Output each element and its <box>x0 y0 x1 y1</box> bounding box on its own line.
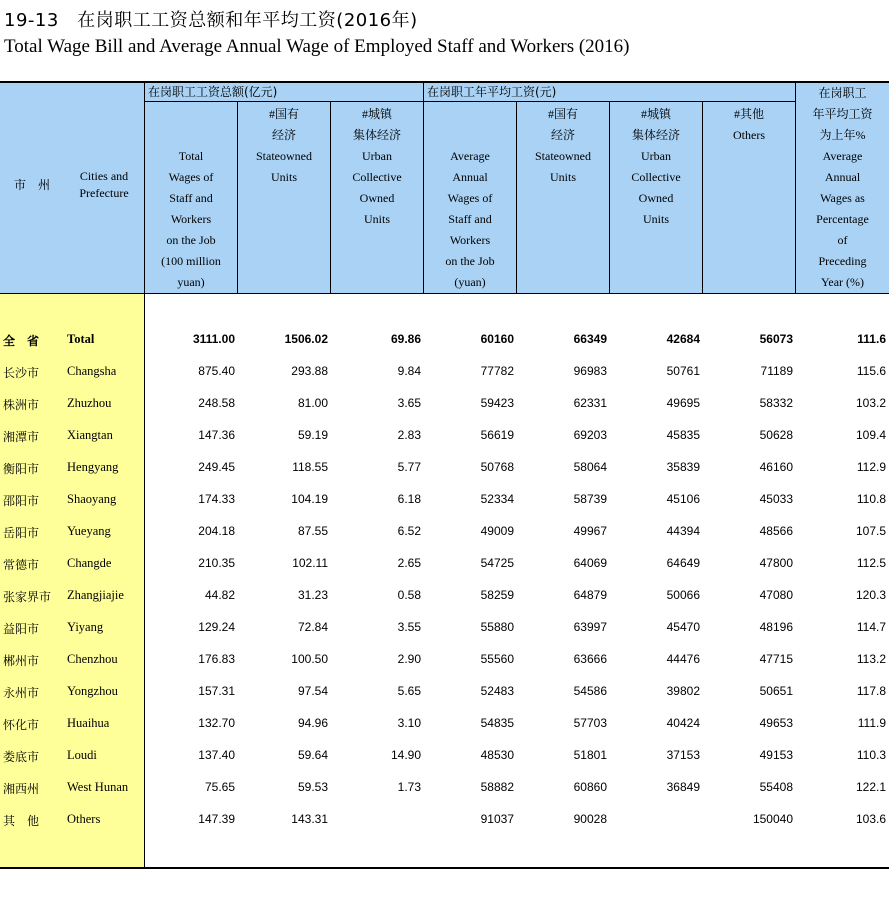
city-name-cn: 永州市 <box>3 686 40 700</box>
value-cell: 57703 <box>573 716 607 730</box>
header-city-cn: 市 州 <box>14 178 51 192</box>
value-cell: 58739 <box>573 492 607 506</box>
value-cell: 110.3 <box>856 748 886 762</box>
value-cell: 102.11 <box>292 556 328 570</box>
value-cell: 157.31 <box>198 684 235 698</box>
value-cell: 39802 <box>666 684 700 698</box>
city-name-cn: 株洲市 <box>3 398 40 412</box>
value-cell: 59.53 <box>297 780 328 794</box>
city-name-en: Chenzhou <box>67 652 118 666</box>
value-cell: 5.77 <box>397 460 421 474</box>
value-cell: 48530 <box>480 748 514 762</box>
city-name-cn: 益阳市 <box>3 622 40 636</box>
value-cell: 36849 <box>666 780 700 794</box>
value-cell: 91037 <box>480 812 514 826</box>
value-cell: 47715 <box>759 652 793 666</box>
city-name-cn: 其 他 <box>3 814 40 828</box>
city-name-en: West Hunan <box>67 780 129 794</box>
value-cell: 56073 <box>759 332 793 346</box>
header-urban-collective-total: #城镇 集体经济 Urban Collective Owned Units <box>352 107 402 226</box>
value-cell: 14.90 <box>390 748 421 762</box>
city-name-en: Zhuzhou <box>67 396 112 410</box>
table-row <box>0 420 889 452</box>
header-bottom-rule <box>0 293 889 294</box>
city-name-cn: 岳阳市 <box>3 526 40 540</box>
value-cell: 9.84 <box>397 364 421 378</box>
table-title-cn: 19-13 在岗职工工资总额和年平均工资(2016年) <box>4 10 418 31</box>
value-cell: 3.10 <box>397 716 421 730</box>
table-row <box>0 548 889 580</box>
value-cell: 48566 <box>759 524 793 538</box>
value-cell: 94.96 <box>297 716 328 730</box>
value-cell: 111.9 <box>857 716 886 730</box>
value-cell: 103.6 <box>855 812 886 826</box>
value-cell: 58064 <box>573 460 607 474</box>
value-cell: 120.3 <box>855 588 886 602</box>
city-name-en: Yiyang <box>67 620 104 634</box>
value-cell: 50651 <box>759 684 793 698</box>
value-cell: 50066 <box>666 588 700 602</box>
value-cell: 117.8 <box>856 684 886 698</box>
value-cell: 66349 <box>573 332 607 346</box>
table-row <box>0 772 889 804</box>
value-cell: 109.4 <box>855 428 886 442</box>
value-cell: 248.58 <box>198 396 235 410</box>
value-cell: 129.24 <box>198 620 235 634</box>
city-name-cn: 郴州市 <box>3 654 40 668</box>
value-cell: 5.65 <box>397 684 421 698</box>
header-urban-collective-average: #城镇 集体经济 Urban Collective Owned Units <box>631 107 681 226</box>
value-cell: 137.40 <box>198 748 235 762</box>
value-cell: 87.55 <box>297 524 328 538</box>
value-cell: 60860 <box>573 780 607 794</box>
table-row <box>0 388 889 420</box>
value-cell: 2.83 <box>397 428 421 442</box>
city-name-en: Yueyang <box>67 524 111 538</box>
table-bottom-rule <box>0 867 889 869</box>
value-cell: 176.83 <box>198 652 235 666</box>
value-cell: 90028 <box>573 812 607 826</box>
value-cell: 113.2 <box>856 652 886 666</box>
header-city-en: Cities and Prefecture <box>79 169 129 200</box>
value-cell: 47080 <box>759 588 793 602</box>
value-cell: 42684 <box>666 332 700 346</box>
value-cell: 45106 <box>666 492 700 506</box>
value-cell: 49009 <box>480 524 514 538</box>
value-cell: 112.5 <box>856 556 886 570</box>
value-cell: 46160 <box>759 460 793 474</box>
table-row <box>0 708 889 740</box>
value-cell: 97.54 <box>297 684 328 698</box>
value-cell: 60160 <box>480 332 514 346</box>
city-name-en: Shaoyang <box>67 492 117 506</box>
city-name-en: Xiangtan <box>67 428 113 442</box>
value-cell: 44476 <box>666 652 700 666</box>
table-row <box>0 452 889 484</box>
value-cell: 69203 <box>573 428 607 442</box>
value-cell: 51801 <box>573 748 607 762</box>
value-cell: 69.86 <box>390 332 421 346</box>
value-cell: 150040 <box>752 812 793 826</box>
header-percent-preceding-year: 在岗职工 年平均工资 为上年% Average Annual Wages as Percentage of Preceding Year (%) <box>812 86 873 289</box>
value-cell: 111.6 <box>857 332 886 346</box>
table-row <box>0 644 889 676</box>
city-name-cn: 湘西州 <box>3 782 40 796</box>
city-name-cn: 衡阳市 <box>3 462 40 476</box>
value-cell: 104.19 <box>291 492 328 506</box>
value-cell: 59423 <box>480 396 514 410</box>
value-cell: 210.35 <box>198 556 235 570</box>
table-row <box>0 516 889 548</box>
header-stateowned-average: #国有 经济 Stateowned Units <box>535 107 591 184</box>
value-cell: 44394 <box>666 524 700 538</box>
header-total-wages: Total Wages of Staff and Workers on the Job (100 million yuan) <box>161 149 221 289</box>
value-cell: 875.40 <box>198 364 235 378</box>
value-cell: 40424 <box>666 716 700 730</box>
value-cell: 54725 <box>480 556 514 570</box>
value-cell: 3.65 <box>397 396 421 410</box>
header-average-wage: Average Annual Wages of Staff and Workers on the Job (yuan) <box>445 149 495 289</box>
value-cell: 103.2 <box>855 396 886 410</box>
value-cell: 6.18 <box>397 492 421 506</box>
value-cell: 58882 <box>480 780 514 794</box>
value-cell: 59.19 <box>297 428 328 442</box>
value-cell: 122.1 <box>855 780 886 794</box>
city-name-en: Loudi <box>67 748 97 762</box>
city-name-en: Others <box>67 812 101 826</box>
value-cell: 49653 <box>759 716 793 730</box>
value-cell: 1506.02 <box>284 332 328 346</box>
city-name-cn: 常德市 <box>3 558 40 572</box>
city-name-en: Yongzhou <box>67 684 118 698</box>
value-cell: 2.90 <box>397 652 421 666</box>
value-cell: 0.58 <box>397 588 421 602</box>
value-cell: 56619 <box>480 428 514 442</box>
value-cell: 115.6 <box>856 364 886 378</box>
table-title-en: Total Wage Bill and Average Annual Wage of Employed Staff and Workers (2016) <box>4 36 630 57</box>
value-cell: 54835 <box>480 716 514 730</box>
value-cell: 114.7 <box>856 620 886 634</box>
table-row <box>0 580 889 612</box>
group-header-rule <box>145 101 795 102</box>
table-row <box>0 676 889 708</box>
value-cell: 72.84 <box>297 620 328 634</box>
value-cell: 75.65 <box>204 780 235 794</box>
city-name-en: Hengyang <box>67 460 119 474</box>
table-row <box>0 484 889 516</box>
value-cell: 47800 <box>759 556 793 570</box>
header-stateowned-total: #国有 经济 Stateowned Units <box>256 107 312 184</box>
value-cell: 49695 <box>666 396 700 410</box>
value-cell: 52483 <box>480 684 514 698</box>
value-cell: 293.88 <box>291 364 328 378</box>
city-name-cn: 娄底市 <box>3 750 40 764</box>
table-row <box>0 356 889 388</box>
value-cell: 118.55 <box>292 460 328 474</box>
value-cell: 45033 <box>759 492 793 506</box>
value-cell: 45835 <box>666 428 700 442</box>
value-cell: 50768 <box>480 460 514 474</box>
value-cell: 1.73 <box>397 780 421 794</box>
value-cell: 81.00 <box>297 396 328 410</box>
value-cell: 63666 <box>573 652 607 666</box>
value-cell: 3.55 <box>397 620 421 634</box>
value-cell: 6.52 <box>397 524 421 538</box>
value-cell: 58332 <box>759 396 793 410</box>
value-cell: 58259 <box>480 588 514 602</box>
value-cell: 249.45 <box>198 460 235 474</box>
value-cell: 44.82 <box>204 588 235 602</box>
value-cell: 50628 <box>759 428 793 442</box>
value-cell: 49967 <box>573 524 607 538</box>
value-cell: 55560 <box>480 652 514 666</box>
city-name-cn: 湘潭市 <box>3 430 40 444</box>
city-name-en: Total <box>67 332 95 346</box>
value-cell: 132.70 <box>198 716 235 730</box>
value-cell: 147.36 <box>198 428 235 442</box>
value-cell: 64879 <box>573 588 607 602</box>
value-cell: 147.39 <box>198 812 235 826</box>
value-cell: 55880 <box>480 620 514 634</box>
table-row <box>0 612 889 644</box>
city-name-en: Changsha <box>67 364 117 378</box>
value-cell: 112.9 <box>856 460 886 474</box>
table-row-total <box>0 324 889 356</box>
value-cell: 63997 <box>573 620 607 634</box>
value-cell: 62331 <box>573 396 607 410</box>
value-cell: 143.31 <box>291 812 328 826</box>
value-cell: 174.33 <box>198 492 235 506</box>
value-cell: 77782 <box>480 364 514 378</box>
city-name-cn: 全 省 <box>3 334 40 348</box>
value-cell: 64069 <box>573 556 607 570</box>
table-row <box>0 804 889 836</box>
value-cell: 50761 <box>666 364 700 378</box>
value-cell: 59.64 <box>297 748 328 762</box>
value-cell: 2.65 <box>397 556 421 570</box>
city-name-cn: 张家界市 <box>3 590 52 604</box>
header-group-average: 在岗职工年平均工资(元) <box>427 85 557 99</box>
value-cell: 107.5 <box>855 524 886 538</box>
header-group-total: 在岗职工工资总额(亿元) <box>148 85 278 99</box>
value-cell: 96983 <box>573 364 607 378</box>
value-cell: 55408 <box>759 780 793 794</box>
value-cell: 204.18 <box>198 524 235 538</box>
value-cell: 3111.00 <box>192 332 235 346</box>
table-row <box>0 740 889 772</box>
value-cell: 54586 <box>573 684 607 698</box>
city-name-cn: 怀化市 <box>3 718 40 732</box>
city-name-cn: 长沙市 <box>3 366 40 380</box>
value-cell: 49153 <box>759 748 793 762</box>
value-cell: 45470 <box>666 620 700 634</box>
value-cell: 110.8 <box>856 492 886 506</box>
value-cell: 48196 <box>759 620 793 634</box>
city-name-cn: 邵阳市 <box>3 494 40 508</box>
value-cell: 71189 <box>760 364 793 378</box>
city-name-en: Zhangjiajie <box>67 588 124 602</box>
city-name-en: Huaihua <box>67 716 110 730</box>
value-cell: 37153 <box>666 748 700 762</box>
value-cell: 35839 <box>666 460 700 474</box>
value-cell: 100.50 <box>291 652 328 666</box>
city-name-en: Changde <box>67 556 112 570</box>
header-others-average: #其他 Others <box>733 107 765 142</box>
value-cell: 31.23 <box>297 588 328 602</box>
value-cell: 52334 <box>480 492 514 506</box>
value-cell: 64649 <box>666 556 700 570</box>
